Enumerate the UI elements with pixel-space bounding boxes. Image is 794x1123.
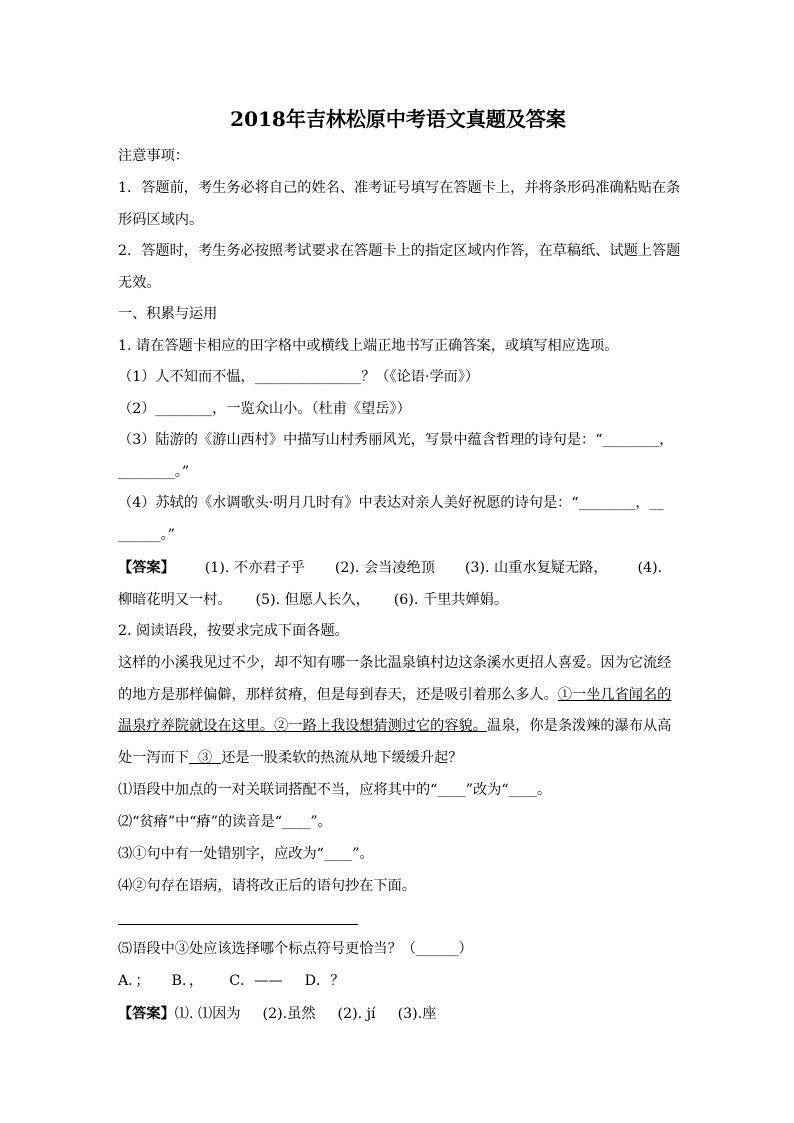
notes-heading: 注意事项：	[118, 148, 189, 164]
underlined-sentence-2: ②一路上我设想猜测过它的容貌。	[274, 718, 487, 734]
section-heading: 一、积累与运用	[118, 306, 218, 322]
sub-question-1: ⑴语段中加点的一对关联词搭配不当，应将其中的“____”改为“____。	[118, 782, 552, 798]
sub-question-3: ⑶①句中有一处错别字，应改为“____”。	[118, 846, 374, 862]
options-row	[118, 971, 344, 991]
sub-question-5: ⑸语段中③处应该选择哪个标点符号更恰当？（______）	[118, 941, 473, 957]
question-1: 1. 请在答题卡相应的田字格中或横线上端正地书写正确答案，或填写相应选项。	[118, 338, 619, 354]
document-title: 2018年吉林松原中考语文真题及答案	[230, 107, 566, 131]
passage-text: 处一泻而下	[118, 750, 189, 766]
question-2: 2. 阅读语段，按要求完成下面各题。	[118, 623, 349, 639]
option-d: D．？	[304, 973, 345, 989]
answer-item: ⑴. ⑴因为	[174, 1006, 241, 1022]
answer-item: (2). 会当凌绝顶	[334, 560, 435, 576]
question-1-item-3-line-1: （3）陆游的《游山西村》中描写山村秀丽风光，写景中蕴含哲理的诗句是：“________，	[118, 432, 674, 448]
underlined-sentence-1-end: 温泉疗养院就设在这里。	[118, 718, 275, 734]
passage-line-4	[118, 748, 462, 768]
answer-label: 【答案】	[118, 1006, 175, 1022]
question-1-item-3-line-2: ________。”	[118, 464, 190, 480]
answer-item: (3).座	[397, 1006, 437, 1022]
blank-mark-3: ③	[188, 750, 222, 766]
note-2-line-2: 无效。	[118, 275, 161, 291]
passage-text: 温泉，你是条泼辣的瀑布从高	[486, 718, 672, 734]
note-1-line-2: 形码区域内。	[118, 212, 204, 228]
answer-item: (3). 山重水复疑无路，	[464, 560, 608, 576]
answer-line	[118, 924, 358, 925]
option-a: A．；	[118, 973, 150, 989]
answer-item: (2). jí	[337, 1006, 376, 1022]
question-1-item-1: （1）人不知而不愠，_______________？（《论语·学而》）	[118, 369, 480, 385]
answer-label: 【答案】	[118, 560, 175, 576]
sub-question-2: ⑵“贫瘠”中“瘠”的读音是“____”。	[118, 814, 332, 830]
passage-text: 的地方是那样偏僻，那样贫瘠，但是每到春天，还是吸引着那么多人。	[118, 687, 558, 703]
passage-line-1: 这样的小溪我见过不少，却不知有哪一条比温泉镇村边这条溪水更招人喜爱。因为它流经	[118, 655, 672, 671]
note-1-line-1: 1．答题前，考生务必将自己的姓名、准考证号填写在答题卡上，并将条形码准确粘贴在条	[118, 180, 681, 196]
passage-text: 还是一股柔软的热流从地下缓缓升起？	[221, 750, 463, 766]
option-b: B．，	[171, 973, 204, 989]
sub-question-4: ⑷②句存在语病，请将改正后的语句抄在下面。	[118, 878, 416, 894]
underlined-sentence-1: ①一坐几省闻名的	[557, 687, 672, 703]
note-2-line-1: 2．答题时，考生务必按照考试要求在答题卡上的指定区域内作答，在草稿纸、试题上答题	[118, 243, 681, 259]
answer-item: (4).	[637, 560, 663, 576]
answer-item: (5). 但愿人长久，	[255, 592, 370, 608]
answer-1-line-2	[118, 590, 508, 610]
answer-item: 柳暗花明又一村。	[118, 592, 232, 608]
answer-item: (1). 不亦君子乎	[204, 560, 305, 576]
answer-item: (2).虽然	[262, 1006, 316, 1022]
question-1-item-2: （2）________，一览众山小。（杜甫《望岳》）	[118, 401, 411, 417]
question-1-item-4-line-1: （4）苏轼的《水调歌头·明月几时有》中表达对亲人美好祝愿的诗句是：“________，__	[118, 495, 664, 511]
answer-2-line	[118, 1004, 436, 1024]
passage-line-3	[118, 716, 671, 736]
passage-line-2	[118, 685, 671, 705]
answer-1-line-1	[118, 558, 662, 578]
option-c: C．——	[229, 973, 283, 989]
question-1-item-4-line-2: ______。”	[118, 527, 175, 543]
answer-item: (6). 千里共婵娟。	[393, 592, 509, 608]
